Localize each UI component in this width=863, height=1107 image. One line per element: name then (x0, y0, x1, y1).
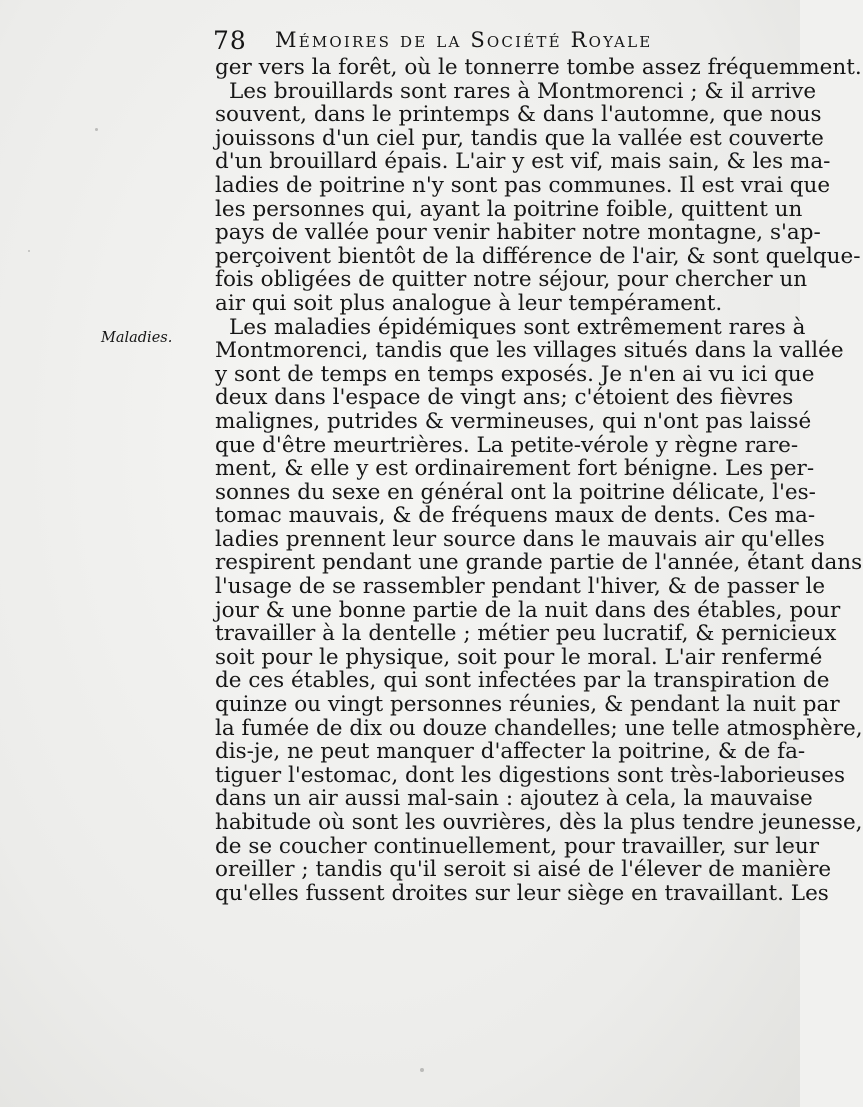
text-line: ment, & elle y est ordinairement fort bénigne. Les per- (215, 456, 815, 482)
text-line: que d'être meurtrières. La petite-vérole y règne rare- (215, 432, 799, 458)
text-line: ladies de poitrine n'y sont pas communes. Il est vrai que (215, 172, 831, 198)
text-line: air qui soit plus analogue à leur tempérament. (215, 290, 723, 316)
text-line: de se coucher continuellement, pour travailler, sur leur (215, 833, 819, 859)
text-line: quinze ou vingt personnes réunies, & pendant la nuit par (215, 692, 840, 718)
text-line: respirent pendant une grande partie de l'année, étant dans (215, 550, 863, 576)
text-line: y sont de temps en temps exposés. Je n'en ai vu ici que (215, 361, 815, 387)
text-line: sonnes du sexe en général ont la poitrine délicate, l'es- (215, 479, 816, 505)
text-line: pays de vallée pour venir habiter notre montagne, s'ap- (215, 220, 821, 246)
running-title: Mémoires de la Société Royale (275, 28, 653, 52)
paper-speck (420, 1068, 424, 1072)
text-line: Les brouillards sont rares à Montmorenci ; & il arrive (229, 78, 817, 104)
paper-speck (95, 128, 98, 131)
text-line: de ces étables, qui sont infectées par la transpiration de (215, 668, 830, 694)
body-text (215, 55, 863, 906)
text-line: habitude où sont les ouvrières, dès la plus tendre jeunesse, (215, 810, 863, 835)
text-line: travailler à la dentelle ; métier peu lucratif, & pernicieux (215, 621, 837, 647)
text-line: tiguer l'estomac, dont les digestions sont très-laborieuses (215, 762, 845, 788)
text-line: d'un brouillard épais. L'air y est vif, mais sain, & les ma- (215, 149, 831, 175)
page-number: 78 (213, 26, 247, 55)
text-line: qu'elles fussent droites sur leur siège en travaillant. Les (215, 880, 829, 906)
text-line: l'usage de se rassembler pendant l'hiver, & de passer le (215, 574, 826, 600)
text-line: ladies prennent leur source dans le mauvais air qu'elles (215, 526, 825, 552)
text-line: tomac mauvais, & de fréquens maux de dents. Ces ma- (215, 503, 816, 529)
text-line: dis-je, ne peut manquer d'affecter la poitrine, & de fa- (215, 739, 806, 765)
text-line: Les maladies épidémiques sont extrêmement rares à (229, 314, 806, 340)
paper-speck (28, 250, 30, 252)
text-line: Montmorenci, tandis que les villages situés dans la vallée (215, 338, 844, 364)
text-line: ger vers la forêt, où le tonnerre tombe assez fréquemment. (215, 55, 862, 80)
text-line: les personnes qui, ayant la poitrine foible, quittent un (215, 196, 803, 222)
margin-note: Maladies. (101, 330, 173, 346)
text-line: jouissons d'un ciel pur, tandis que la vallée est couverte (215, 125, 824, 151)
text-line: malignes, putrides & vermineuses, qui n'ont pas laissé (215, 408, 812, 434)
text-line: soit pour le physique, soit pour le moral. L'air renfermé (215, 644, 823, 670)
text-line: jour & une bonne partie de la nuit dans des étables, pour (215, 597, 841, 623)
text-line: la fumée de dix ou douze chandelles; une telle atmosphère, (215, 715, 863, 741)
text-line: perçoivent bientôt de la différence de l'air, & sont quelque- (215, 243, 861, 269)
text-line: deux dans l'espace de vingt ans; c'étoient des fièvres (215, 385, 794, 411)
text-line: dans un air aussi mal-sain : ajoutez à cela, la mauvaise (215, 786, 813, 812)
text-line: oreiller ; tandis qu'il seroit si aisé de l'élever de manière (215, 857, 832, 883)
text-line: souvent, dans le printemps & dans l'automne, que nous (215, 102, 822, 128)
text-line: fois obligées de quitter notre séjour, pour chercher un (215, 267, 808, 293)
